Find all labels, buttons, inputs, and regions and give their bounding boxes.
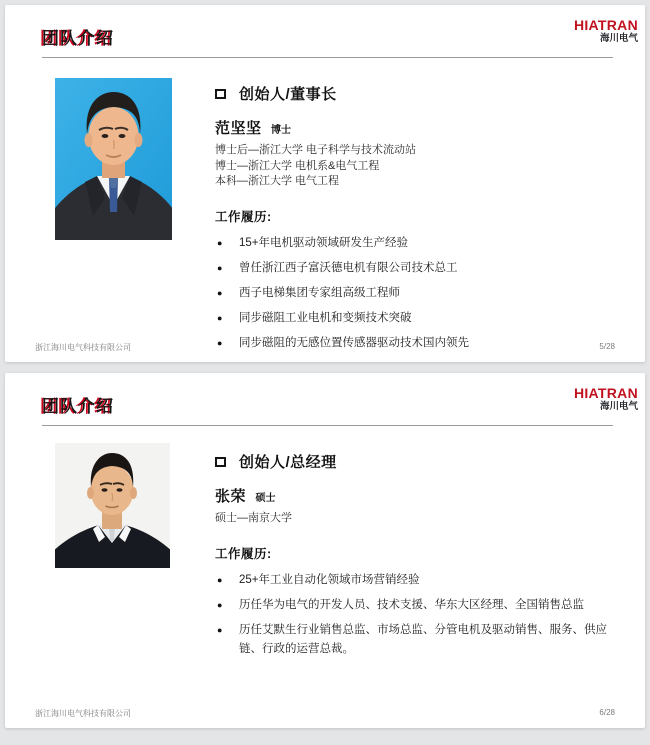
portrait-illustration [55, 78, 172, 240]
slide-general-manager [5, 373, 645, 728]
education-list [215, 143, 623, 190]
square-bullet-icon [215, 89, 226, 99]
page-title: 团队介绍 [42, 29, 114, 48]
role-title: 创始人/总经理 [239, 454, 337, 471]
work-history-item: ● 曾任浙江西子富沃德电机有限公司技术总工 [215, 259, 623, 278]
page-title: 团队介绍 [42, 397, 114, 416]
role-heading [215, 451, 623, 472]
slide-header [42, 373, 638, 426]
page-number: 6/28 [599, 708, 615, 717]
person-degree: 硕士 [255, 493, 276, 504]
portrait-photo-chairman [55, 78, 172, 240]
work-history-item: ● 历任华为电气的开发人员、技术支援、华东大区经理、全国销售总监 [215, 596, 623, 615]
square-bullet-icon [215, 457, 226, 467]
education-list [215, 511, 623, 527]
work-history-item: ● 25+年工业自动化领域市场营销经验 [215, 571, 623, 590]
education-line: 博士—浙江大学 电机系&电气工程 [215, 159, 380, 172]
name-row [215, 485, 623, 506]
slide-footer [35, 708, 615, 719]
work-history-item: ● 15+年电机驱动领域研发生产经验 [215, 234, 623, 253]
work-history-list [215, 234, 623, 353]
person-name: 张荣 [215, 488, 247, 505]
portrait-illustration [55, 443, 170, 568]
work-history-item: ● 同步磁阻工业电机和变频技术突破 [215, 309, 623, 328]
work-history-item: ● 西子电梯集团专家组高级工程师 [215, 284, 623, 303]
work-history-label: 工作履历: [215, 546, 272, 561]
logo-chinese-name: 海川电气 [599, 32, 638, 44]
education-line: 本科—浙江大学 电气工程 [215, 175, 340, 187]
logo-chinese-name: 海川电气 [599, 400, 638, 412]
logo-wordmark: HIATRAN [573, 17, 638, 33]
slide-chairman [5, 5, 645, 362]
footer-company-name: 浙江海川电气科技有限公司 [35, 343, 131, 352]
education-line: 硕士—南京大学 [215, 512, 292, 524]
slide-footer [35, 342, 615, 353]
work-history-item: ● 历任艾默生行业销售总监、市场总监、分管电机及驱动销售、服务、供应链、行政的运营总裁。 [215, 621, 623, 659]
page-number: 5/28 [599, 342, 615, 351]
logo-wordmark: HIATRAN [573, 385, 638, 401]
person-degree: 博士 [270, 125, 291, 136]
work-history-label: 工作履历: [215, 209, 272, 224]
role-title: 创始人/董事长 [239, 86, 337, 103]
hiatran-logo [574, 386, 638, 412]
slide-header [42, 5, 638, 58]
bio-content [215, 83, 623, 359]
education-line: 博士后—浙江大学 电子科学与技术流动站 [215, 144, 417, 156]
hiatran-logo [574, 18, 638, 44]
role-heading [215, 83, 623, 104]
portrait-photo-general-manager [55, 443, 170, 568]
footer-company-name: 浙江海川电气科技有限公司 [35, 709, 131, 718]
work-history-item: ● 同步磁阻的无感位置传感器驱动技术国内领先 [215, 334, 623, 353]
work-history-list [215, 571, 623, 659]
bio-content [215, 451, 623, 665]
person-name: 范坚坚 [215, 120, 262, 137]
name-row [215, 117, 623, 138]
